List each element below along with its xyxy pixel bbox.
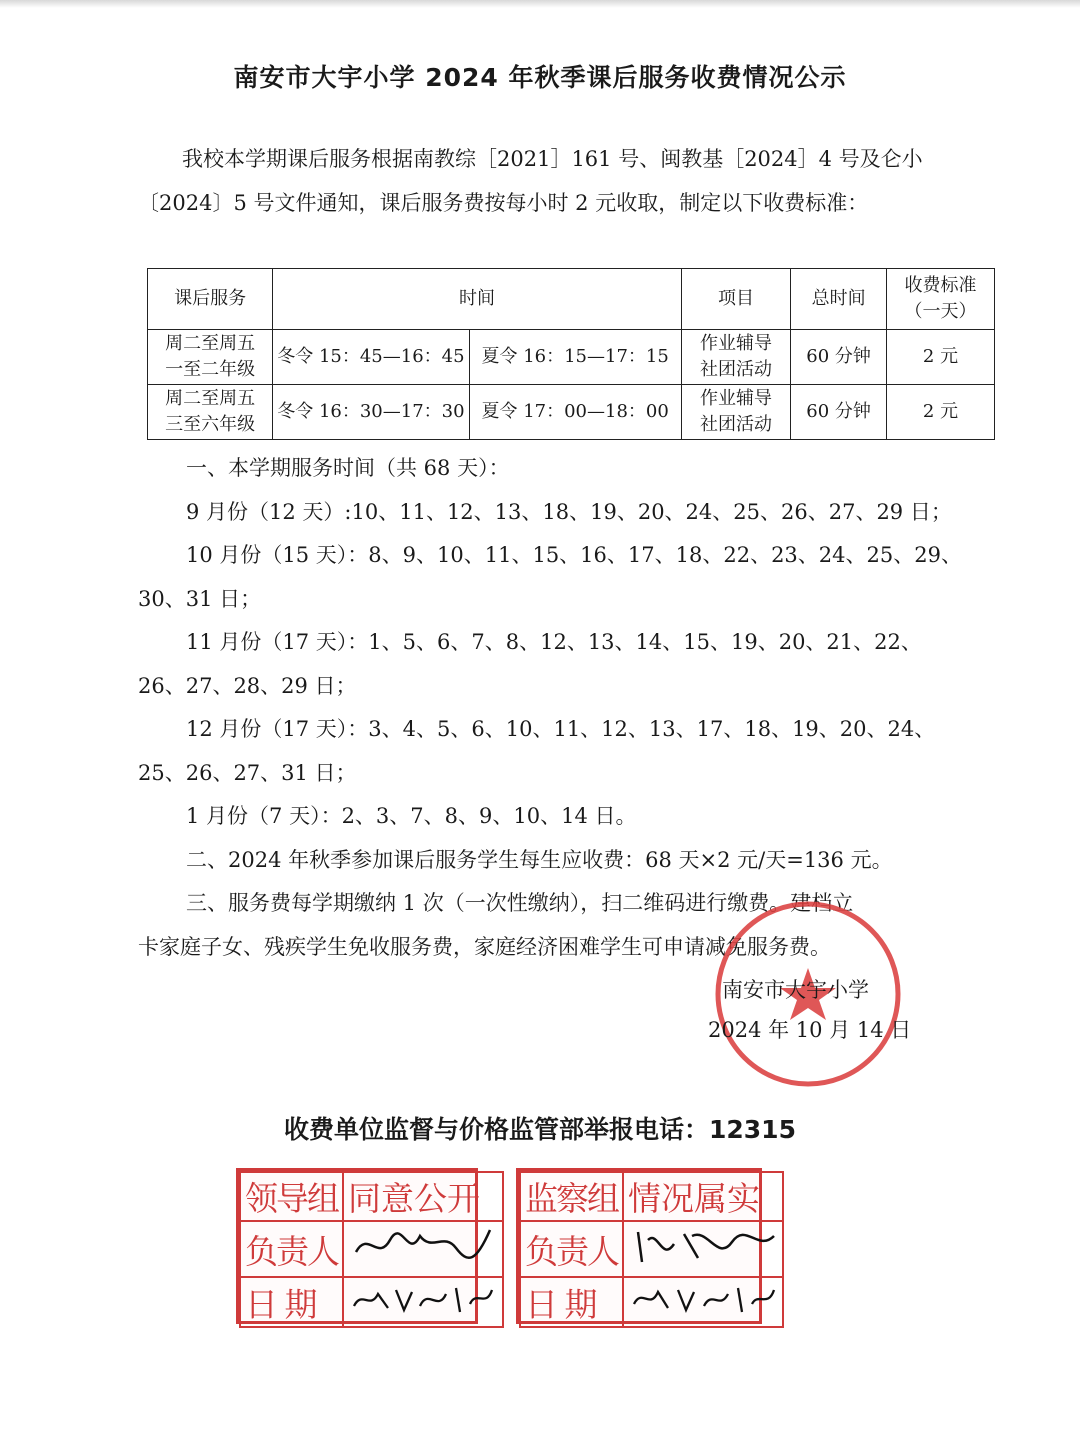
month-line: 11 月份（17 天）：1、5、6、7、8、12、13、14、15、19、20、21、22、 (186, 630, 922, 654)
cell-winter-time: 冬令 15：45—16：45 (273, 330, 469, 385)
signature-scribble (628, 1222, 778, 1268)
header-project: 项目 (681, 269, 790, 330)
table-header-row (148, 269, 995, 330)
header-total: 总时间 (791, 269, 887, 330)
cell-project: 作业辅导 社团活动 (681, 385, 790, 440)
table-row (148, 385, 995, 440)
date-scribble (348, 1278, 498, 1318)
cell-total: 60 分钟 (791, 330, 887, 385)
header-fee: 收费标准（一天） (886, 269, 994, 330)
cell-total: 60 分钟 (791, 385, 887, 440)
school-signature: 南安市大宇小学 (722, 978, 869, 1002)
cell-fee: 2 元 (886, 385, 994, 440)
month-line: 25、26、27、31 日； (138, 760, 357, 785)
month-line: 10 月份（15 天）：8、9、10、11、15、16、17、18、22、23、24、25、29、 (186, 543, 962, 567)
stamp-label: 负责人 (240, 1221, 343, 1277)
month-line: 12 月份（17 天）：3、4、5、6、10、11、12、13、17、18、19、20、24、 (186, 717, 936, 741)
document-title: 南安市大宇小学 2024 年秋季课后服务收费情况公示 (233, 63, 847, 92)
cell-project: 作业辅导 社团活动 (681, 330, 790, 385)
section2-text: 二、2024 年秋季参加课后服务学生每生应收费：68 天×2 元/天=136 元。 (186, 847, 893, 872)
report-hotline: 收费单位监督与价格监管部举报电话：12315 (284, 1115, 796, 1144)
handwritten-date (343, 1277, 503, 1327)
stamp-value: 情况属实 (623, 1172, 783, 1221)
month-line: 1 月份（7 天）：2、3、7、8、9、10、14 日。 (186, 804, 637, 828)
stamp-value: 同意公开 (343, 1172, 503, 1221)
cell-service: 周二至周五 三至六年级 (148, 385, 273, 440)
stamp-label: 监察组 (520, 1172, 623, 1221)
cell-winter-time: 冬令 16：30—17：30 (273, 385, 469, 440)
cell-summer-time: 夏令 16：15—17：15 (469, 330, 681, 385)
page-top-shadow (0, 0, 1080, 8)
schedule-section (138, 447, 962, 969)
intro-paragraph: 我校本学期课后服务根据南教综［2021］161 号、闽教基［2024］4 号及仑小〔2024〕5 号文件通知，课后服务费按每小时 2 元收取，制定以下收费标准： (138, 147, 923, 215)
section1-heading: 一、本学期服务时间（共 68 天）： (186, 456, 510, 480)
month-line: 9 月份（12 天）:10、11、12、13、18、19、20、24、25、26、27、29 日； (186, 499, 952, 524)
date-scribble (628, 1278, 778, 1318)
stamp-label: 日 期 (520, 1277, 623, 1327)
header-service: 课后服务 (148, 269, 273, 330)
month-line: 30、31 日； (138, 586, 262, 611)
stamp-label: 领导组 (240, 1172, 343, 1221)
signature-date: 2024 年 10 月 14 日 (708, 1018, 912, 1042)
supervision-verification-stamp (516, 1168, 762, 1324)
table-row (148, 330, 995, 385)
signature-scribble (348, 1222, 498, 1268)
cell-service: 周二至周五 一至二年级 (148, 330, 273, 385)
stamp-label: 日 期 (240, 1277, 343, 1327)
section3-line2: 卡家庭子女、残疾学生免收服务费，家庭经济困难学生可申请减免服务费。 (138, 934, 831, 959)
header-time: 时间 (273, 269, 682, 330)
cell-fee: 2 元 (886, 330, 994, 385)
handwritten-signature (343, 1221, 503, 1277)
fee-table (147, 268, 995, 440)
handwritten-date (623, 1277, 783, 1327)
cell-summer-time: 夏令 17：00—18：00 (469, 385, 681, 440)
month-line: 26、27、28、29 日； (138, 673, 357, 698)
handwritten-signature (623, 1221, 783, 1277)
leadership-approval-stamp (236, 1168, 478, 1324)
stamp-label: 负责人 (520, 1221, 623, 1277)
section3-line1: 三、服务费每学期缴纳 1 次（一次性缴纳），扫二维码进行缴费。建档立 (186, 891, 854, 915)
